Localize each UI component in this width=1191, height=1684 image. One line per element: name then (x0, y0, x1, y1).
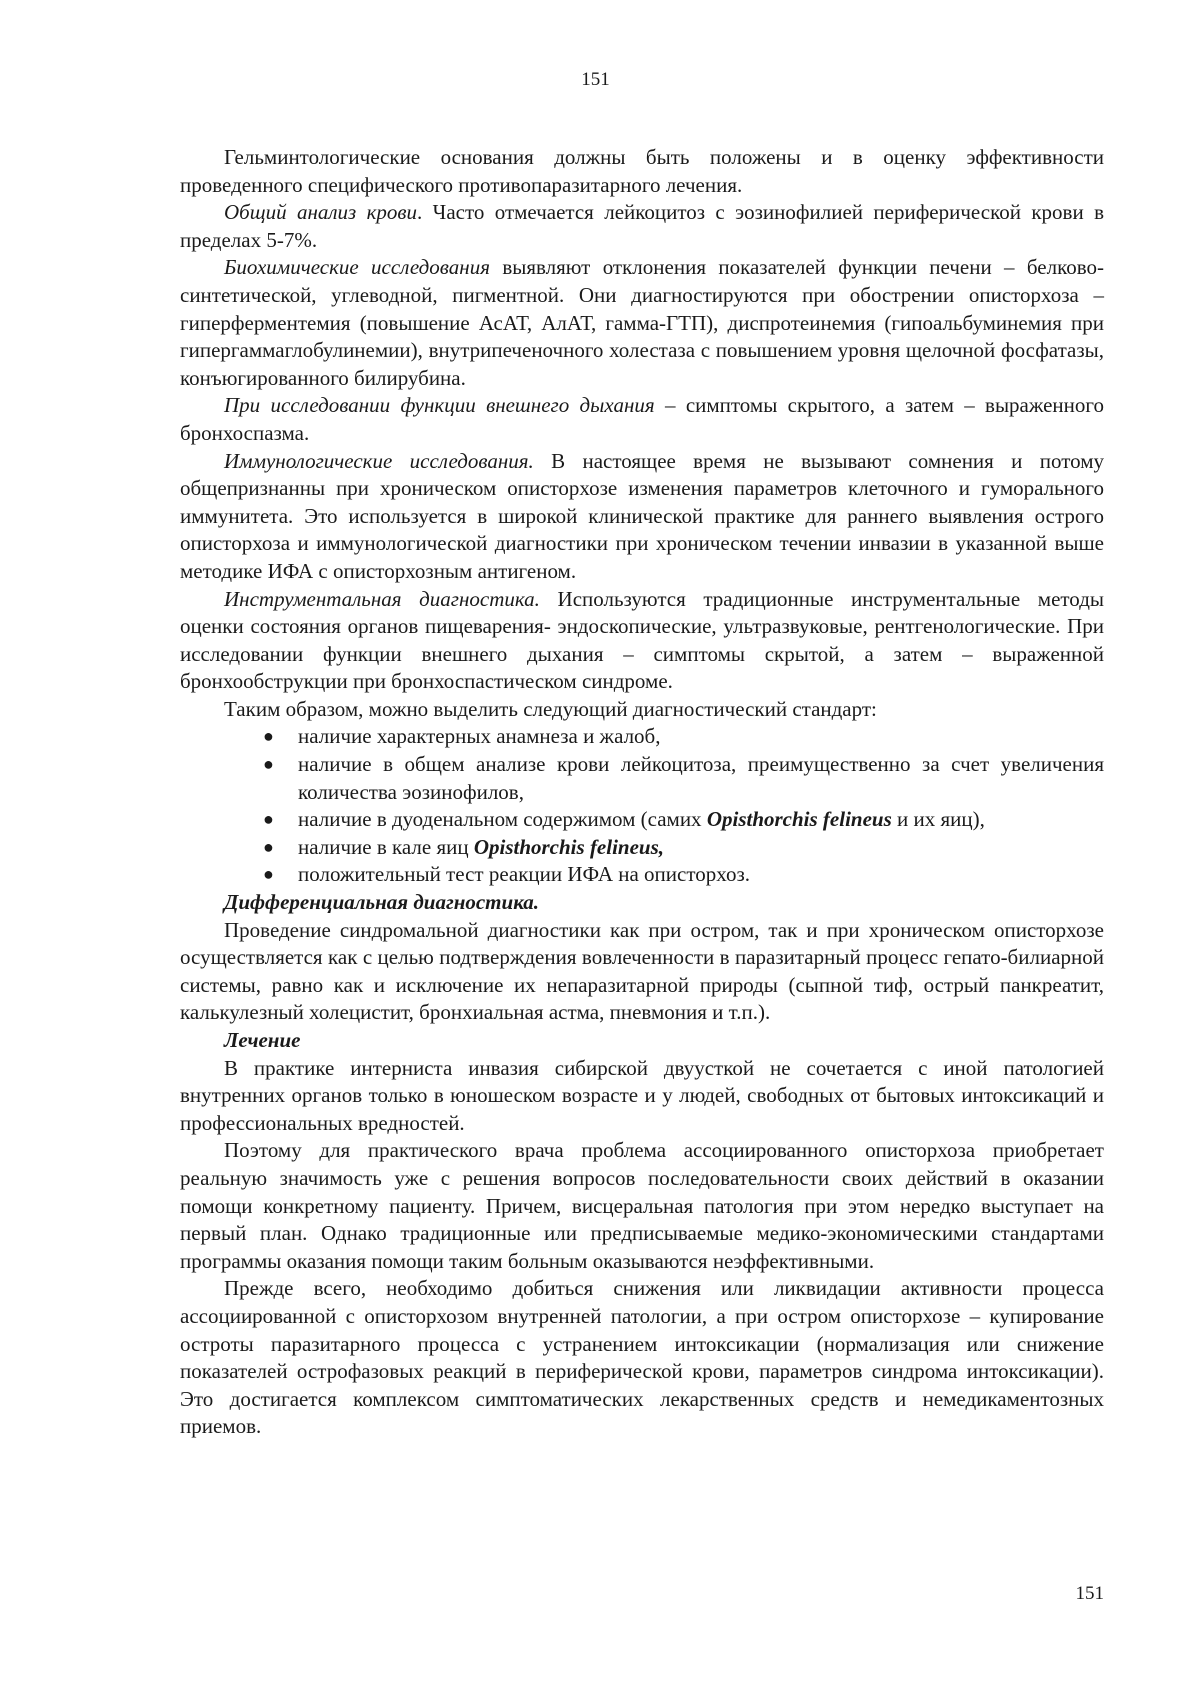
paragraph-text: . Часто отмечается лейкоцитоз с эозинофилией периферической крови в пределах 5-7%. (180, 200, 1104, 252)
organism-name: Opisthorchis felineus (706, 807, 892, 832)
paragraph-respiration (180, 392, 1104, 447)
paragraph-practitioner-problem (180, 1137, 1104, 1275)
list-item-text: наличие в дуоденальном содержимом (самих (298, 807, 707, 832)
term-immunology: Иммунологические исследования. (224, 448, 534, 473)
paragraph-text: Гельминтологические основания должны быть положены и в оценку эффективности проведенного специфического противопаразитарного лечения. (180, 145, 1104, 197)
paragraph-text: Используются традиционные инструментальные методы оценки состояния органов пищеварения- эндоскопические, ультразвуковые, рентгенологические. При исследовании функции внешнего дыхания – симптомы скрытой, а затем – выраженной бронхообструкции при бронхоспастическом синдроме. (180, 586, 1104, 694)
paragraph-biochemistry (180, 254, 1104, 392)
term-blood-test: Общий анализ крови (224, 200, 418, 225)
term-biochemistry: Биохимические исследования (224, 255, 490, 280)
paragraph-text: В настоящее время не вызывают сомнения и потому общепризнанны при хроническом описторхозе изменения параметров клеточного и гуморального иммунитета. Это используется в широкой клинической практике для раннего выявления острого описторхоза и иммунологической диагностики при хроническом течении инвазии в указанной выше методике ИФА с описторхозным антигеном. (180, 448, 1104, 583)
paragraph-text: Таким образом, можно выделить следующий диагностический стандарт: (224, 696, 877, 721)
paragraph-text: Поэтому для практического врача проблема ассоциированного описторхоза приобретает реальную значимость уже с решения вопросов последовательности своих действий в оказании помощи конкретному пациенту. Причем, висцеральная патология при этом нередко выступает на первый план. Однако традиционные или предписываемые медико-экономическими стандартами программы оказания помощи таким больным оказываются неэффективными. (180, 1138, 1104, 1273)
paragraph-differential (180, 917, 1104, 1027)
bullet-icon: ● (263, 809, 274, 830)
paragraph-instrumental (180, 586, 1104, 696)
paragraph-standard-intro (180, 696, 1104, 724)
paragraph-text: Проведение синдромальной диагностики как при остром, так и при хроническом описторхозе осуществляется как с целью подтверждения вовлеченности в паразитарный процесс гепато-билиарной системы, равно как и исключение их непаразитарной природы (сыпной тиф, острый панкреатит, калькулезный холецистит, бронхиальная астма, пневмония и т.п.). (180, 917, 1104, 1025)
bullet-icon: ● (263, 864, 274, 885)
paragraph-helminth-criteria (180, 144, 1104, 199)
term-instrumental: Инструментальная диагностика. (224, 586, 540, 611)
paragraph-internist-practice (180, 1055, 1104, 1138)
list-item-text: наличие характерных анамнеза и жалоб, (298, 724, 661, 749)
list-item (263, 834, 1104, 862)
bullet-icon: ● (263, 836, 274, 857)
heading-treatment: Лечение (224, 1028, 301, 1052)
organism-name: Opisthorchis felineus, (473, 834, 665, 859)
list-item-text: наличие в кале яиц (298, 834, 474, 859)
paragraph-text: В практике интерниста инвазия сибирской двуусткой не сочетается с иной патологией внутренних органов только в юношеском возрасте и у людей, свободных от бытовых интоксикаций и профессиональных вредностей. (180, 1055, 1104, 1135)
list-item (263, 723, 1104, 751)
list-item-text: наличие в общем анализе крови лейкоцитоза, преимущественно за счет увеличения количества эозинофилов, (298, 752, 1104, 804)
paragraph-text: Прежде всего, необходимо добиться снижения или ликвидации активности процесса ассоциированной с описторхозом внутренней патологии, а при остром описторхозе – купирование остроты паразитарного процесса с устранением интоксикации (нормализация или снижение показателей острофазовых реакций в периферической крови, параметров синдрома интоксикации). Это достигается комплексом симптоматических лекарственных средств и немедикаментозных приемов. (180, 1276, 1104, 1439)
paragraph-text: – симптомы скрытого, а затем – выраженного бронхоспазма. (180, 393, 1105, 445)
paragraph-text: выявляют отклонения показателей функции печени – белково-синтетической, углеводной, пигментной. Они диагностируются при обострении описторхоза – гиперферментемия (повышение АсАТ, АлАТ, гамма-ГТП), диспротеинемия (гипоальбуминемия при гипергаммаглобулинемии), внутрипеченочного холестаза с повышением уровня щелочной фосфатазы, конъюгированного билирубина. (180, 255, 1104, 390)
bullet-icon: ● (263, 754, 274, 775)
list-item (263, 806, 1104, 834)
list-item (263, 861, 1104, 889)
heading-differential-diagnosis: Дифференциальная диагностика. (224, 890, 540, 915)
list-item (263, 751, 1104, 806)
paragraph-blood-test (180, 199, 1104, 254)
paragraph-treatment-goals (180, 1275, 1104, 1441)
term-respiration: При исследовании функции внешнего дыхания (224, 393, 655, 418)
bullet-icon: ● (263, 726, 274, 747)
diagnostic-standard-list (180, 723, 1104, 889)
page-number-top: 151 (581, 69, 610, 90)
list-item-text: и их яиц), (891, 807, 985, 832)
page-body (180, 144, 1104, 1441)
paragraph-immunology (180, 448, 1104, 586)
list-item-text: положительный тест реакции ИФА на описторхоз. (298, 862, 750, 887)
page-number-bottom: 151 (1075, 1583, 1104, 1604)
